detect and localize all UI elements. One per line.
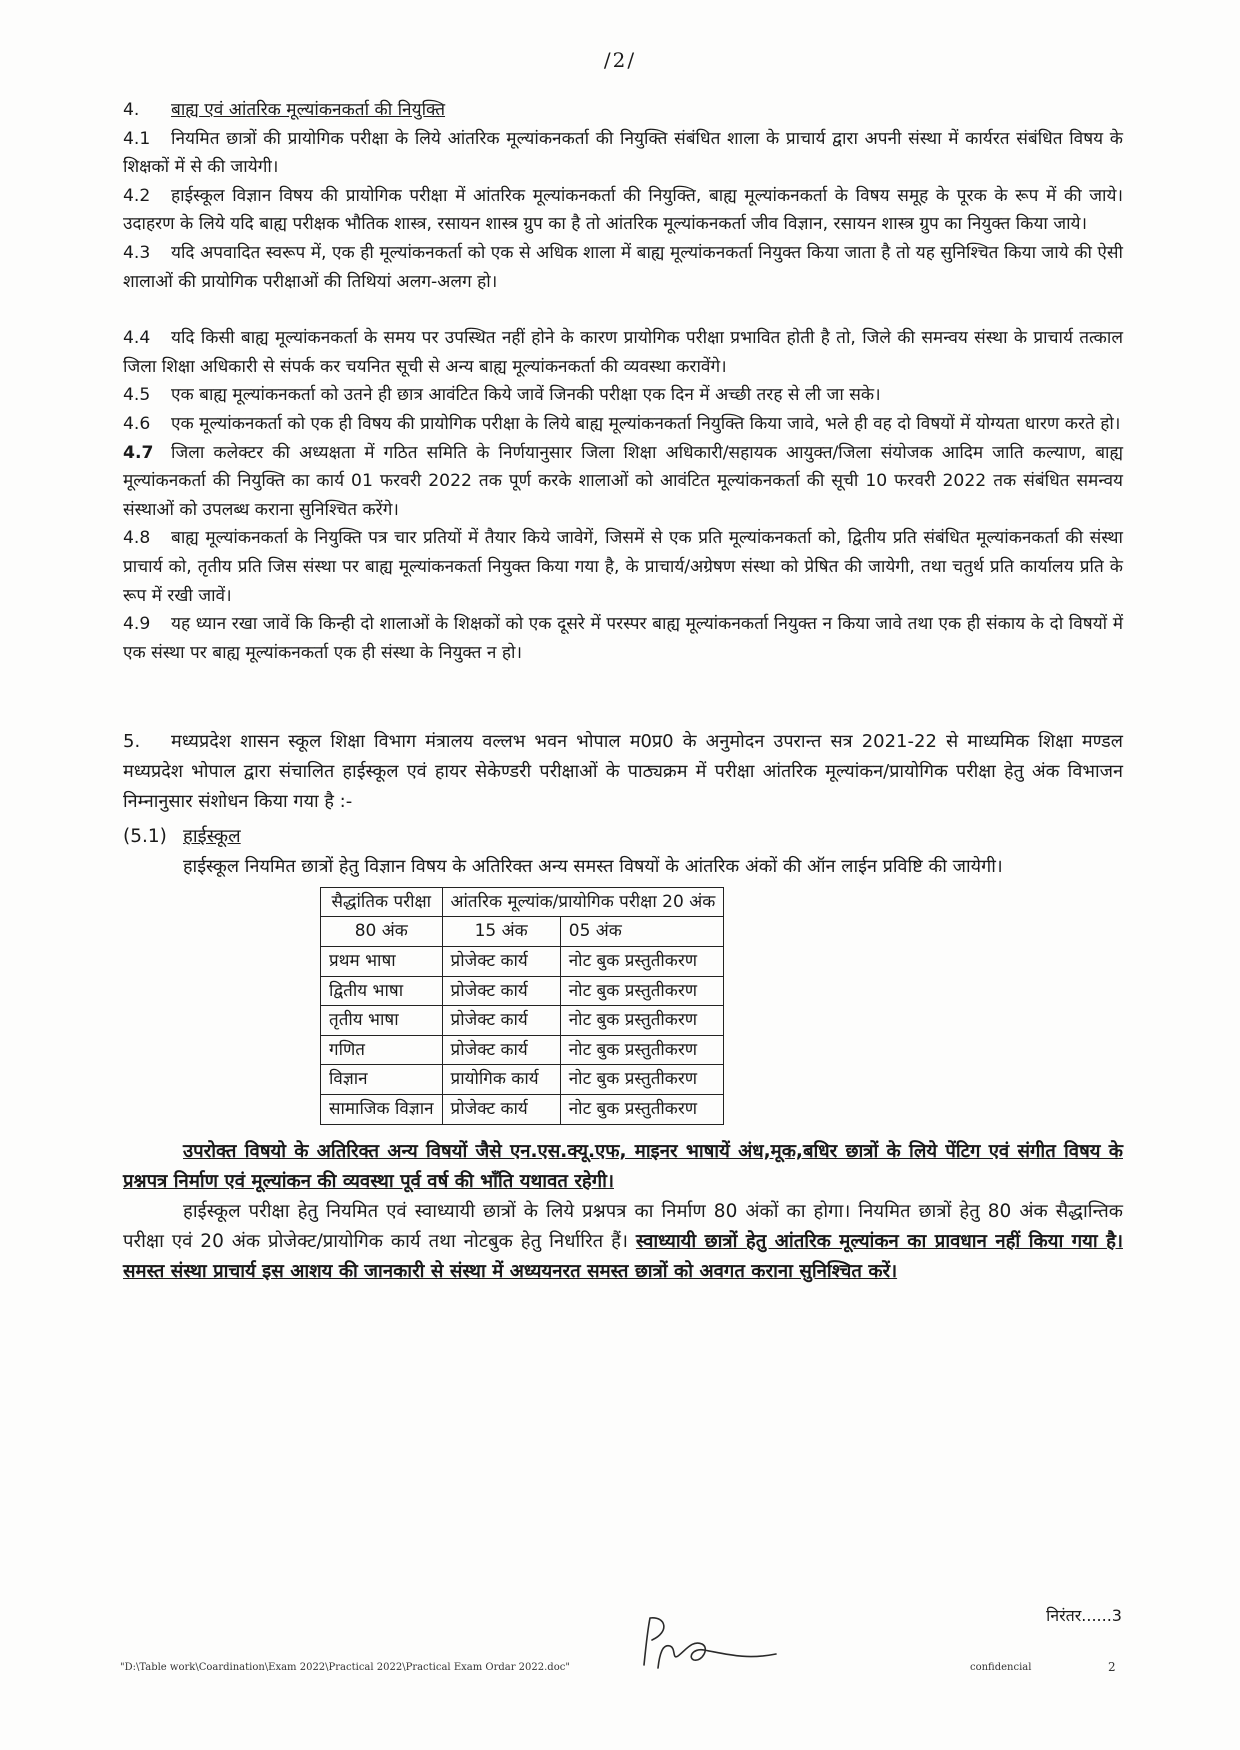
table-row <box>321 1065 724 1095</box>
clause-text: यह ध्यान रखा जावें कि किन्ही दो शालाओं के शिक्षकों को एक दूसरे में परस्पर बाह्य मूल्यांकनकर्ता नियुक्त न किया जावे तथा एक ही संकाय के दो विषयों में एक संस्था पर बाह्य मूल्यांकनकर्ता एक ही संस्था के नियुक्त न हो। <box>123 614 1123 663</box>
notebook-cell: नोट बुक प्रस्तुतीकरण <box>560 976 724 1006</box>
notebook-cell: नोट बुक प्रस्तुतीकरण <box>560 1095 724 1125</box>
clause-4-1 <box>123 125 1123 182</box>
clause-4-6 <box>123 410 1123 439</box>
subsection-5-1-intro: हाईस्कूल नियमित छात्रों हेतु विज्ञान विषय के अतिरिक्त अन्य समस्त विषयों के आंतरिक अंकों की ऑन लाईन प्रविष्टि की जायेगी। <box>183 855 1003 877</box>
notes-paragraph <box>123 1197 1123 1287</box>
section-5 <box>123 727 1123 817</box>
footer-page-number: 2 <box>1108 1660 1116 1674</box>
work-cell: प्रोजेक्ट कार्य <box>442 947 560 977</box>
continued-marker: निरंतर......3 <box>1046 1606 1122 1625</box>
page-number: /2/ <box>603 48 637 72</box>
clause-number: 4.8 <box>123 528 151 549</box>
work-cell: प्रोजेक्ट कार्य <box>442 1035 560 1065</box>
subject-cell: प्रथम भाषा <box>321 947 443 977</box>
clause-text: एक बाह्य मूल्यांकनकर्ता को उतने ही छात्र आवंटित किये जावें जिनकी परीक्षा एक दिन में अच्छी तरह से ली जा सके। <box>171 385 881 406</box>
table-row <box>321 1006 724 1036</box>
notebook-cell: नोट बुक प्रस्तुतीकरण <box>560 947 724 977</box>
work-cell: प्रोजेक्ट कार्य <box>442 976 560 1006</box>
subject-cell: तृतीय भाषा <box>321 1006 443 1036</box>
clause-number: 4.6 <box>123 413 151 434</box>
col-05-header: 05 अंक <box>560 917 724 947</box>
table-row <box>321 976 724 1006</box>
clause-4-8 <box>123 524 1123 610</box>
signature <box>636 1610 786 1680</box>
work-cell: प्रोजेक्ट कार्य <box>442 1006 560 1036</box>
subsection-label: (5.1) <box>123 826 167 848</box>
table-subheader-row <box>321 917 724 947</box>
clause-4-5 <box>123 381 1123 410</box>
clause-4-7 <box>123 439 1123 525</box>
section-title: बाह्य एवं आंतरिक मूल्यांकनकर्ता की नियुक्ति <box>171 100 446 120</box>
section-text: मध्यप्रदेश शासन स्कूल शिक्षा विभाग मंत्रालय वल्लभ भवन भोपाल म0प्र0 के अनुमोदन उपरान्त सत्र 2021-22 से माध्यमिक शिक्षा मण्डल मध्यप्रदेश भोपाल द्वारा संचालित हाईस्कूल एवं हायर सेकेण्डरी परीक्षाओं के पाठ्यक्रम में परीक्षा आंतरिक मूल्यांकन/प्रायोगिक परीक्षा हेतु अंक विभाजन निम्नानुसार संशोधन किया गया है :- <box>123 731 1123 813</box>
clause-text: जिला कलेक्टर की अध्यक्षता में गठित समिति के निर्णयानुसार जिला शिक्षा अधिकारी/सहायक आयुक्त/जिला संयोजक आदिम जाति कल्याण, बाह्य मूल्यांकनकर्ता की नियुक्ति का कार्य 01 फरवरी 2022 तक पूर्ण करके शालाओं को आवंटित मूल्यांकनकर्ता की सूची 10 फरवरी 2022 तक संबंधित समन्वय संस्थाओं को उपलब्ध कराना सुनिश्चित करेंगे। <box>123 442 1123 520</box>
notes-plain-text: हाईस्कूल परीक्षा हेतु नियमित एवं स्वाध्यायी छात्रों के लिये प्रश्नपत्र का निर्माण 80 अंकों का होगा। नियमित छात्रों हेतु 80 अंक सैद्धान्तिक परीक्षा एवं 20 अंक प्रोजेक्ट/प्रायोगिक कार्य तथा नोटबुक हेतु निर्धारित हैं। <box>123 1200 1123 1252</box>
notebook-cell: नोट बुक प्रस्तुतीकरण <box>560 1065 724 1095</box>
clause-4-3 <box>123 239 1123 296</box>
clause-text: एक मूल्यांकनकर्ता को एक ही विषय की प्रायोगिक परीक्षा के लिये बाह्य मूल्यांकनकर्ता नियुक्ति किया जावे, भले ही वह दो विषयों में योग्यता धारण करते हो। <box>171 413 1121 434</box>
internal-header: आंतरिक मूल्यांक/प्रायोगिक परीक्षा 20 अंक <box>442 887 724 917</box>
table-row <box>321 947 724 977</box>
subsection-5-1-heading <box>123 823 1123 852</box>
clause-text: यदि अपवादित स्वरूप में, एक ही मूल्यांकनकर्ता को एक से अधिक शाला में बाह्य मूल्यांकनकर्ता नियुक्त किया जाता है तो यह सुनिश्चित किया जाये की ऐसी शालाओं की प्रायोगिक परीक्षाओं की तिथियां अलग-अलग हो। <box>123 242 1123 292</box>
table-row <box>321 1095 724 1125</box>
spacer <box>123 667 1123 727</box>
notes-emphasis-text: स्वाध्यायी छात्रों हेतु आंतरिक मूल्यांकन का प्रावधान नहीं किया गया है। समस्त संस्था प्राचार्य इस आशय की जानकारी से संस्था में अध्ययनरत समस्त छात्रों को अवगत कराना सुनिश्चित करें। <box>123 1230 1123 1282</box>
subject-cell: गणित <box>321 1035 443 1065</box>
clause-text: बाह्य मूल्यांकनकर्ता के नियुक्ति पत्र चार प्रतियों में तैयार किये जावेगें, जिसमें से एक प्रति मूल्यांकनकर्ता को, द्वितीय प्रति संबंधित मूल्यांकनकर्ता की संस्था प्राचार्य को, तृतीय प्रति जिस संस्था पर बाह्य मूल्यांकनकर्ता नियुक्त किया गया है, के प्राचार्य/अग्रेषण संस्था को प्रेषित की जायेगी, तथा चतुर्थ प्रति कार्यालय प्रति के रूप में रखी जावें। <box>123 528 1123 606</box>
section-4-heading <box>123 96 1123 125</box>
document-body <box>123 96 1123 1287</box>
col-15-header: 15 अंक <box>442 917 560 947</box>
work-cell: प्रायोगिक कार्य <box>442 1065 560 1095</box>
notes-block <box>123 1137 1123 1287</box>
work-cell: प्रोजेक्ट कार्य <box>442 1095 560 1125</box>
clause-number: 4.2 <box>123 185 151 206</box>
subject-cell: सामाजिक विज्ञान <box>321 1095 443 1125</box>
clause-number: 4.4 <box>123 328 151 349</box>
theory-marks: 80 अंक <box>321 917 443 947</box>
clause-4-9 <box>123 610 1123 667</box>
clause-number: 4.3 <box>123 242 151 263</box>
subject-cell: द्वितीय भाषा <box>321 976 443 1006</box>
section-number: 4. <box>123 100 140 120</box>
clause-number: 4.7 <box>123 442 154 463</box>
theory-header: सैद्धांतिक परीक्षा <box>321 887 443 917</box>
subject-cell: विज्ञान <box>321 1065 443 1095</box>
clause-4-4 <box>123 324 1123 381</box>
clause-text: नियमित छात्रों की प्रायोगिक परीक्षा के लिये आंतरिक मूल्यांकनकर्ता की नियुक्ति संबंधित शाला के प्राचार्य द्वारा अपनी संस्था में कार्यरत संबंधित विषय के शिक्षकों में से की जायेगी। <box>123 128 1123 178</box>
clause-text: यदि किसी बाह्य मूल्यांकनकर्ता के समय पर उपस्थित नहीं होने के कारण प्रायोगिक परीक्षा प्रभावित होती है तो, जिले की समन्वय संस्था के प्राचार्य तत्काल जिला शिक्षा अधिकारी से संपर्क कर चयनित सूची से अन्य बाह्य मूल्यांकनकर्ता की व्यवस्था करावेंगे। <box>123 328 1123 377</box>
notebook-cell: नोट बुक प्रस्तुतीकरण <box>560 1006 724 1036</box>
notes-bold-paragraph: उपरोक्त विषयो के अतिरिक्त अन्य विषयों जैसे एन.एस.क्यू.एफ, माइनर भाषायें अंध,मूक,बधिर छात्रों के लिये पेंटिग एवं संगीत विषय के प्रश्नपत्र निर्माण एवं मूल्यांकन की व्यवस्था पूर्व वर्ष की भाँति यथावत रहेगी। <box>123 1140 1123 1192</box>
confidential-label: confidencial <box>970 1662 1032 1673</box>
clause-number: 4.1 <box>123 128 151 149</box>
clause-number: 4.9 <box>123 614 151 635</box>
subsection-title: हाईस्कूल <box>183 826 241 848</box>
clause-4-2 <box>123 182 1123 239</box>
marks-table <box>320 887 724 1125</box>
clause-text: हाईस्कूल विज्ञान विषय की प्रायोगिक परीक्षा में आंतरिक मूल्यांकनकर्ता की नियुक्ति, बाह्य मूल्यांकनकर्ता के विषय समूह के पूरक के रूप में की जाये। उदाहरण के लिये यदि बाह्य परीक्षक भौतिक शास्त्र, रसायन शास्त्र ग्रुप का है तो आंतरिक मूल्यांकनकर्ता जीव विज्ञान, रसायन शास्त्र ग्रुप का नियुक्त किया जाये। <box>123 185 1123 235</box>
notebook-cell: नोट बुक प्रस्तुतीकरण <box>560 1035 724 1065</box>
file-path: "D:\Table work\Coardination\Exam 2022\Practical 2022\Practical Exam Ordar 2022.doc" <box>120 1662 570 1673</box>
spacer <box>123 296 1123 324</box>
table-header-row <box>321 887 724 917</box>
table-row <box>321 1035 724 1065</box>
clause-number: 4.5 <box>123 385 151 406</box>
section-number: 5. <box>123 731 141 753</box>
